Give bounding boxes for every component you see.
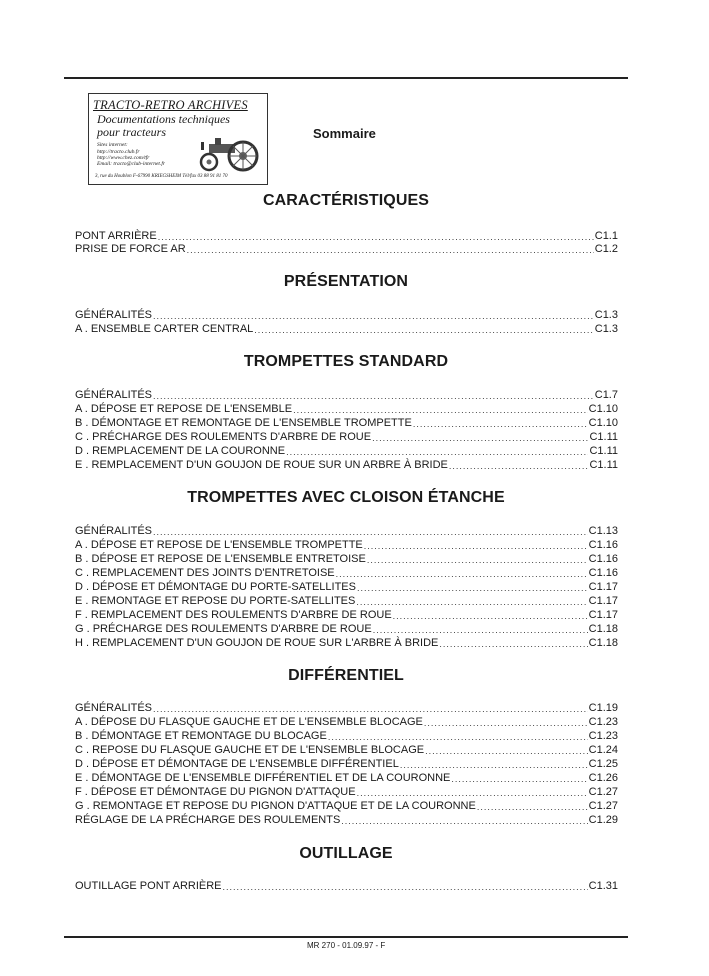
toc-leader	[451, 774, 587, 785]
logo-email: Email: tracto@club-internet.fr	[97, 161, 165, 167]
toc-leader	[328, 732, 588, 743]
logo-line-3: pour tracteurs	[97, 125, 166, 139]
toc-leader	[393, 611, 588, 622]
top-rule	[64, 77, 628, 79]
toc-leader	[153, 311, 594, 322]
toc-page-number: C1.31	[588, 880, 618, 892]
section-title: TROMPETTES AVEC CLOISON ÉTANCHE	[187, 489, 505, 506]
tracto-retro-logo	[88, 93, 268, 185]
toc-entry[interactable]	[75, 637, 618, 650]
logo-line-2: Documentations techniques	[97, 112, 230, 126]
toc-entry-label: E . REMONTAGE ET REPOSE DU PORTE-SATELLITES	[75, 595, 356, 607]
logo-site-2: http://www.chez.com/tfr	[97, 155, 150, 161]
toc-leader	[341, 816, 587, 827]
tractor-icon	[195, 134, 265, 172]
toc-leader	[254, 325, 593, 336]
bottom-rule	[64, 936, 628, 938]
toc-leader	[372, 433, 588, 444]
toc-entry-label: E . DÉMONTAGE DE L'ENSEMBLE DIFFÉRENTIEL ET DE LA COURONNE	[75, 772, 451, 784]
toc-leader	[187, 245, 594, 256]
toc-entry[interactable]	[75, 445, 618, 458]
toc-entry-label: D . REMPLACEMENT DE LA COURONNE	[75, 445, 286, 457]
toc-entry[interactable]	[75, 309, 618, 322]
toc-leader	[367, 555, 588, 566]
toc-entry[interactable]	[75, 702, 618, 715]
toc-entry[interactable]	[75, 814, 618, 827]
toc-entry[interactable]	[75, 581, 618, 594]
toc-leader	[439, 639, 587, 650]
toc-entry-label: G . REMONTAGE ET REPOSE DU PIGNON D'ATTAQUE ET DE LA COURONNE	[75, 800, 476, 812]
toc-leader	[425, 746, 588, 757]
toc-leader	[364, 541, 588, 552]
toc-entry[interactable]	[75, 595, 618, 608]
toc-page-number: C1.16	[588, 539, 618, 551]
logo-sites-label: Sites internet:	[97, 142, 128, 148]
section-title: OUTILLAGE	[299, 845, 393, 862]
toc-entry-label: GÉNÉRALITÉS	[75, 309, 153, 321]
toc-entry[interactable]	[75, 243, 618, 256]
page-title: Sommaire	[313, 126, 376, 141]
toc-page-number: C1.1	[594, 230, 618, 242]
toc-entry-label: F . DÉPOSE ET DÉMONTAGE DU PIGNON D'ATTAQUE	[75, 786, 356, 798]
toc-entry[interactable]	[75, 553, 618, 566]
toc-entry[interactable]	[75, 230, 618, 243]
toc-entry[interactable]	[75, 567, 618, 580]
toc-leader	[477, 802, 588, 813]
toc-page-number: C1.19	[588, 702, 618, 714]
toc-page-number: C1.3	[594, 309, 618, 321]
toc-entry-label: GÉNÉRALITÉS	[75, 525, 153, 537]
toc-leader	[373, 625, 588, 636]
toc-entry[interactable]	[75, 744, 618, 757]
toc-leader	[336, 569, 588, 580]
toc-page-number: C1.13	[588, 525, 618, 537]
toc-page-number: C1.17	[588, 609, 618, 621]
toc-entry[interactable]	[75, 525, 618, 538]
toc-entry[interactable]	[75, 431, 618, 444]
toc-leader	[413, 419, 588, 430]
toc-leader	[223, 882, 588, 893]
toc-entry-label: D . DÉPOSE ET DÉMONTAGE DE L'ENSEMBLE DIFFÉRENTIEL	[75, 758, 399, 770]
toc-page-number: C1.27	[588, 800, 618, 812]
toc-page-number: C1.10	[588, 417, 618, 429]
logo-address: 3, rue du Houblon F-67990 KRIEGSHEIM Tél/fax 03 88 91 81 70	[95, 174, 228, 179]
toc-entry[interactable]	[75, 389, 618, 402]
toc-page-number: C1.7	[594, 389, 618, 401]
toc-entry[interactable]	[75, 417, 618, 430]
toc-entry[interactable]	[75, 880, 618, 893]
toc-entry[interactable]	[75, 539, 618, 552]
toc-page-number: C1.24	[588, 744, 618, 756]
toc-page-number: C1.29	[588, 814, 618, 826]
logo-site-1: http://tracto.club.fr	[97, 149, 140, 155]
toc-leader	[449, 461, 589, 472]
toc-page-number: C1.23	[588, 730, 618, 742]
toc-entry-label: E . REMPLACEMENT D'UN GOUJON DE ROUE SUR UN ARBRE À BRIDE	[75, 459, 448, 471]
toc-entry-label: OUTILLAGE PONT ARRIÈRE	[75, 880, 222, 892]
toc-entry-label: B . DÉMONTAGE ET REMONTAGE DU BLOCAGE	[75, 730, 327, 742]
logo-line-1: TRACTO-RETRO ARCHIVES	[93, 98, 248, 112]
toc-page-number: C1.16	[588, 553, 618, 565]
toc-entry[interactable]	[75, 716, 618, 729]
toc-leader	[357, 583, 588, 594]
toc-entry-label: A . DÉPOSE DU FLASQUE GAUCHE ET DE L'ENSEMBLE BLOCAGE	[75, 716, 423, 728]
toc-entry-label: A . DÉPOSE ET REPOSE DE L'ENSEMBLE	[75, 403, 293, 415]
toc-page-number: C1.26	[588, 772, 618, 784]
toc-leader	[424, 718, 588, 729]
toc-entry-label: PONT ARRIÈRE	[75, 230, 157, 242]
toc-page-number: C1.25	[588, 758, 618, 770]
toc-entry-label: F . REMPLACEMENT DES ROULEMENTS D'ARBRE DE ROUE	[75, 609, 392, 621]
footer-reference: MR 270 - 01.09.97 - F	[307, 941, 386, 950]
section-title: TROMPETTES STANDARD	[243, 353, 449, 370]
toc-entry[interactable]	[75, 623, 618, 636]
toc-page-number: C1.3	[594, 323, 618, 335]
toc-page-number: C1.11	[589, 431, 618, 443]
toc-entry-label: A . ENSEMBLE CARTER CENTRAL	[75, 323, 254, 335]
toc-entry-label: B . DÉPOSE ET REPOSE DE L'ENSEMBLE ENTRETOISE	[75, 553, 366, 565]
toc-entry[interactable]	[75, 730, 618, 743]
toc-leader	[153, 704, 588, 715]
toc-entry-label: G . PRÉCHARGE DES ROULEMENTS D'ARBRE DE ROUE	[75, 623, 372, 635]
section-title: DIFFÉRENTIEL	[288, 667, 404, 684]
toc-page-number: C1.10	[588, 403, 618, 415]
toc-entry[interactable]	[75, 786, 618, 799]
toc-entry[interactable]	[75, 758, 618, 771]
toc-leader	[158, 232, 594, 243]
toc-entry-label: C . REPOSE DU FLASQUE GAUCHE ET DE L'ENSEMBLE BLOCAGE	[75, 744, 425, 756]
section-title: CARACTÉRISTIQUES	[262, 192, 430, 209]
toc-entry-label: C . PRÉCHARGE DES ROULEMENTS D'ARBRE DE ROUE	[75, 431, 372, 443]
toc-entry[interactable]	[75, 323, 618, 336]
toc-page-number: C1.17	[588, 595, 618, 607]
toc-page-number: C1.23	[588, 716, 618, 728]
toc-page-number: C1.11	[589, 445, 618, 457]
toc-entry[interactable]	[75, 403, 618, 416]
toc-entry-label: B . DÉMONTAGE ET REMONTAGE DE L'ENSEMBLE TROMPETTE	[75, 417, 412, 429]
toc-leader	[356, 597, 587, 608]
toc-leader	[153, 527, 588, 538]
toc-entry[interactable]	[75, 459, 618, 472]
toc-page-number: C1.17	[588, 581, 618, 593]
toc-page-number: C1.2	[594, 243, 618, 255]
toc-page-number: C1.16	[588, 567, 618, 579]
toc-page-number: C1.11	[589, 459, 618, 471]
toc-entry-label: C . REMPLACEMENT DES JOINTS D'ENTRETOISE	[75, 567, 335, 579]
toc-page-number: C1.18	[588, 623, 618, 635]
section-title: PRÉSENTATION	[283, 273, 409, 290]
toc-leader	[286, 447, 588, 458]
toc-entry-label: PRISE DE FORCE AR	[75, 243, 186, 255]
toc-leader	[400, 760, 588, 771]
toc-page-number: C1.27	[588, 786, 618, 798]
toc-entry-label: GÉNÉRALITÉS	[75, 702, 153, 714]
toc-leader	[293, 405, 588, 416]
toc-page-number: C1.18	[588, 637, 618, 649]
toc-entry-label: H . REMPLACEMENT D'UN GOUJON DE ROUE SUR L'ARBRE À BRIDE	[75, 637, 439, 649]
toc-entry-label: A . DÉPOSE ET REPOSE DE L'ENSEMBLE TROMPETTE	[75, 539, 363, 551]
toc-entry[interactable]	[75, 800, 618, 813]
toc-entry-label: RÉGLAGE DE LA PRÉCHARGE DES ROULEMENTS	[75, 814, 341, 826]
toc-entry[interactable]	[75, 609, 618, 622]
toc-entry[interactable]	[75, 772, 618, 785]
toc-leader	[153, 391, 594, 402]
toc-entry-label: GÉNÉRALITÉS	[75, 389, 153, 401]
toc-leader	[357, 788, 588, 799]
toc-entry-label: D . DÉPOSE ET DÉMONTAGE DU PORTE-SATELLITES	[75, 581, 356, 593]
